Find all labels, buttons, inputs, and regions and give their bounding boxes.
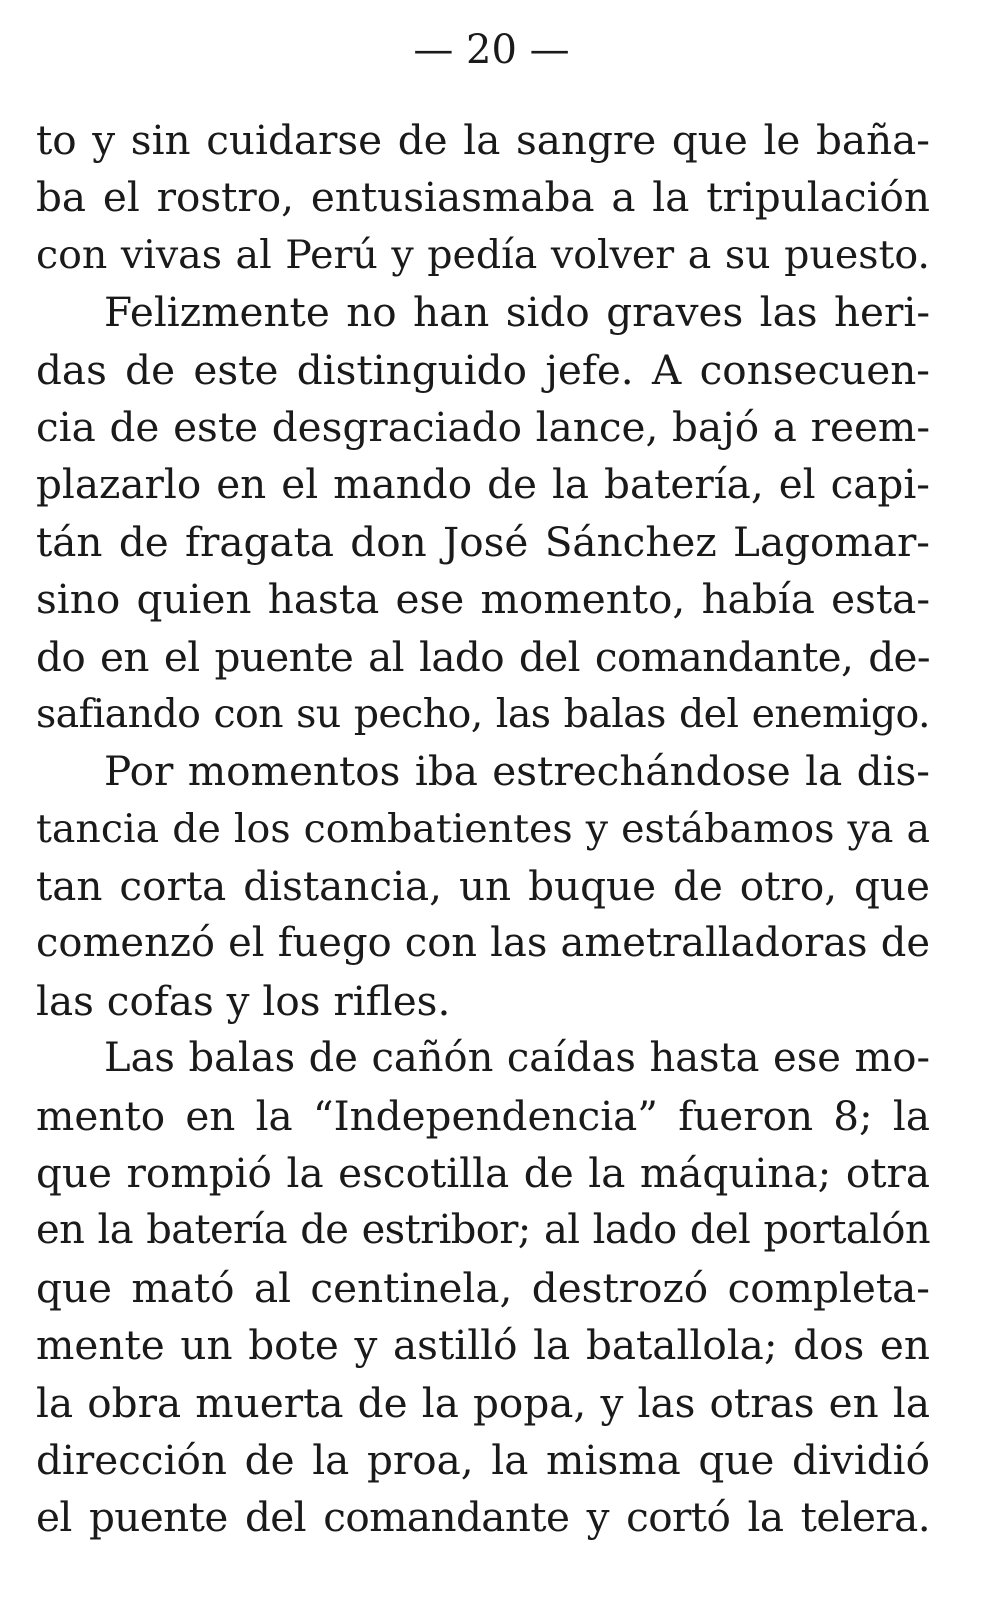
text-line: las cofas y los rifles. [36, 976, 451, 1025]
text-line: safiando con su pecho, las balas del enemigo. [36, 690, 930, 737]
text-line: mento en la “Independencia” fueron 8; la [36, 1091, 930, 1140]
page-number: — 20 — [413, 27, 570, 73]
text-line: la obra muerta de la popa, y las otras en la [36, 1378, 930, 1427]
text-line: plazarlo en el mando de la batería, el capi- [36, 460, 930, 509]
text-line: en la batería de estribor; al lado del portalón [36, 1207, 930, 1254]
text-line: el puente del comandante y cortó la telera. [36, 1493, 930, 1542]
body-text [36, 112, 930, 1547]
text-line: ba el rostro, entusiasmaba a la tripulación [36, 173, 930, 222]
text-line: con vivas al Perú y pedía volver a su puesto. [36, 231, 930, 278]
text-line: comenzó el fuego con las ametralladoras de [36, 920, 930, 967]
text-line: do en el puente al lado del comandante, de- [36, 632, 930, 681]
text-line: Felizmente no han sido graves las heri- [104, 288, 930, 337]
text-line: Por momentos iba estrechándose la dis- [104, 747, 930, 796]
text-line: mente un bote y astilló la batallola; dos en [36, 1321, 930, 1370]
text-line: cia de este desgraciado lance, bajó a reem- [36, 402, 930, 451]
text-line: tan corta distancia, un buque de otro, que [36, 862, 930, 911]
text-line: que rompió la escotilla de la máquina; otra [36, 1149, 930, 1198]
text-line: dirección de la proa, la misma que dividió [36, 1435, 930, 1484]
text-line: que mató al centinela, destrozó completa- [36, 1263, 930, 1312]
text-line: tancia de los combatientes y estábamos ya a [36, 805, 930, 852]
text-line: to y sin cuidarse de la sangre que le baña- [36, 116, 930, 164]
text-line: Las balas de cañón caídas hasta ese mo- [104, 1035, 930, 1082]
text-line: tán de fragata don José Sánchez Lagomar- [36, 517, 930, 566]
text-line: das de este distinguido jefe. A consecuen- [36, 345, 930, 394]
text-line: sino quien hasta ese momento, había esta- [36, 575, 930, 624]
